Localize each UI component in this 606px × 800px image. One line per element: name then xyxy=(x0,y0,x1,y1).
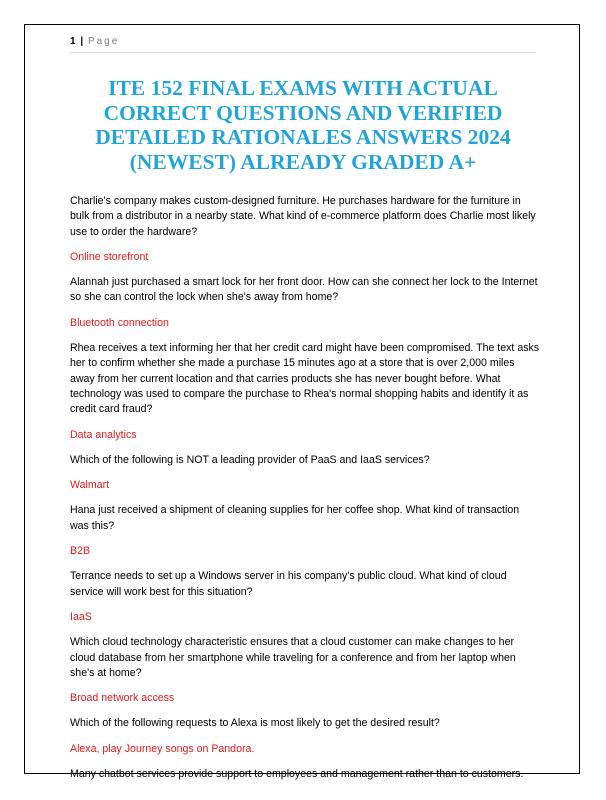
qa-content xyxy=(70,194,540,792)
answer-3: Data analytics xyxy=(70,428,137,441)
question-7: Which cloud technology characteristic ensures that a cloud customer can make changes to her cloud database from her smartphone while traveling for a conference and from her laptop when she's at home? xyxy=(70,636,516,679)
answer-4: Walmart xyxy=(70,479,110,492)
question-2: Alannah just purchased a smart lock for her front door. How can she connect her lock to the Internet so she can control the lock when she's away from home? xyxy=(70,276,538,304)
page-label: Page xyxy=(87,36,120,47)
answer-5: B2B xyxy=(70,545,91,558)
answer-2: Bluetooth connection xyxy=(70,316,169,329)
header-separator: | xyxy=(80,36,84,47)
answer-6: IaaS xyxy=(70,610,92,623)
answer-7: Broad network access xyxy=(70,692,175,705)
question-8: Which of the following requests to Alexa is most likely to get the desired result? xyxy=(70,717,440,730)
question-3: Rhea receives a text informing her that her credit card might have been compromised. The text asks her to confirm whether she made a purchase 15 minutes ago at a store that is over 2,000 miles away from her current location and that carries products she has never bought before. What technology was used to compare the purchase to Rhea's normal shopping habits and identify it as credit card fraud? xyxy=(70,342,540,416)
question-4: Which of the following is NOT a leading provider of PaaS and IaaS services? xyxy=(70,453,430,466)
document-title: ITE 152 FINAL EXAMS WITH ACTUAL CORRECT QUESTIONS AND VERIFIED DETAILED RATIONALES ANSWERS 2024 (NEWEST) ALREADY GRADED A+ xyxy=(95,76,511,174)
trailing-question: Many chatbot services provide support to employees and management rather than to customers. xyxy=(70,768,524,781)
question-5: Hana just received a shipment of cleaning supplies for her coffee shop. What kind of transaction was this? xyxy=(70,504,520,532)
page-number: 1 xyxy=(70,36,76,47)
question-6: Terrance needs to set up a Windows server in his company's public cloud. What kind of cloud service will work best for this situation? xyxy=(70,570,507,598)
question-1: Charlie's company makes custom-designed furniture. He purchases hardware for the furniture in bulk from a distributor in a nearby state. What kind of e-commerce platform does Charlie most likely use to order the hardware? xyxy=(70,195,536,238)
page-header xyxy=(70,36,536,53)
answer-8: Alexa, play Journey songs on Pandora. xyxy=(70,742,255,755)
answer-1: Online storefront xyxy=(70,250,149,263)
